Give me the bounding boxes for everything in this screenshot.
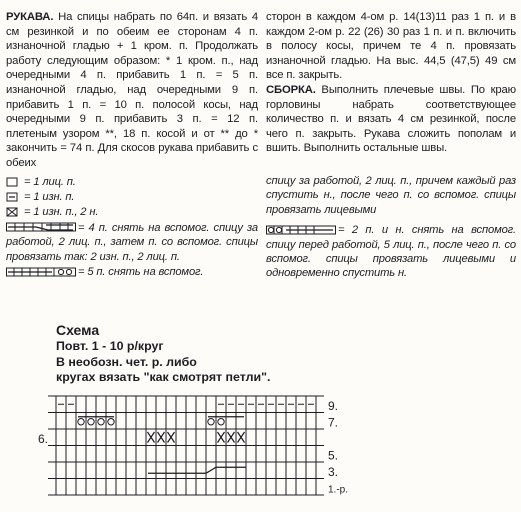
drop-loop-circle <box>218 419 224 425</box>
sleeves-paragraph <box>6 10 258 171</box>
legend-text-cable-5: = 5 п. снять на вспомог. <box>78 265 204 278</box>
knit-symbol-icon <box>6 177 20 188</box>
chart-grid-lines <box>48 396 324 495</box>
drop-loop-circle <box>208 419 214 425</box>
scheme-even-rows-note: В необозн. чет. р. либо <box>56 354 197 369</box>
spacer <box>266 156 516 174</box>
scheme-title: Схема <box>56 322 100 338</box>
legend-text-cable-4: = 4 п. снять на вспомог. спицу за работой, 2 лиц. п., затем п. со вспомог. спицы провязать так: 2 изн. п., 2 лиц. п. <box>6 221 258 263</box>
assembly-text: Выполнить плечевые швы. По краю горловины набрать соответствующее количество п. и вязать 4 см резинкой, после чего п. закрыть. Рукава сложить пополам и вшить. Выполнить остальные швы. <box>266 83 516 155</box>
row-label-left: 6. <box>38 432 49 447</box>
row-label: 5. <box>328 448 339 463</box>
legend-text-cross: = 1 изн. п., 2 н. <box>24 206 99 219</box>
legend-cable-5-continued: спицу за работой, 2 лиц. п., причем каждый раз спустить н., после чего п. со вспомог. спицы провязать лицевыми <box>266 174 516 216</box>
sleeves-text: На спицы набрать по 64п. и вязать 4 см резинкой и по обеим ее сторонам 4 п. изнаночной гладью + 1 кром. п. Продолжать работу следующим образом: * 1 кром. п., над очередными 4 п. прибавить 1 п. = 5 п. изнаночной гладью, над очередными 9 п. прибавить 1 п. = 10 п. полосой косы, над очередными 9 п. прибавить 3 п. = 12 п. плетеным узором **, 18 п. косой и от ** до * закончить = 74 п. Для скосов рукава прибавить с обеих <box>6 11 258 169</box>
scheme-header <box>56 322 270 386</box>
legend-item-purl <box>6 190 258 204</box>
legend-item-cross <box>6 205 258 219</box>
row-label: 9. <box>328 399 339 414</box>
assembly-heading: СБОРКА. <box>266 83 316 96</box>
drop-loop-circle <box>78 419 84 425</box>
legend-item-cable-2n <box>266 223 516 281</box>
cable-4-symbol-icon <box>6 222 76 233</box>
knitting-chart-grid <box>0 392 521 507</box>
chart-row-labels <box>38 399 348 496</box>
sleeves-continued-paragraph: сторон в каждом 4-ом р. 14(13)11 раз 1 п. и в каждом 2-ом р. 22 (26) 30 раз 1 п. и п. включить в полосу косы, причем те 4 п. провязать изнаночной гладью. На выс. 44,5 (47,5) 49 см все п. закрыть. <box>266 11 516 82</box>
symbol-legend <box>6 175 258 280</box>
drop-loop-circle <box>108 419 114 425</box>
legend-text-knit: = 1 лиц. п. <box>24 175 76 188</box>
cross-symbol-icon <box>6 207 20 218</box>
knitting-chart <box>0 392 521 507</box>
legend-item-knit <box>6 175 258 189</box>
right-column <box>266 10 516 281</box>
legend-text-cable-2n: = 2 п. и н. снять на вспомог. спицу перед работой, 5 лиц. п., после чего п. со вспомог. спицы провязать лицевыми и одновременно спустить н. <box>266 224 516 280</box>
sleeves-heading: РУКАВА. <box>6 11 54 23</box>
legend-item-cable-5 <box>6 265 258 279</box>
drop-loop-circle <box>98 419 104 425</box>
cable-step <box>148 467 246 473</box>
cable-2n-symbol-icon <box>266 225 336 236</box>
legend-item-cable-4 <box>6 221 258 264</box>
row-label: 3. <box>328 465 339 480</box>
drop-loop-circle <box>88 419 94 425</box>
scheme-knit-as-appear-note: кругах вязать "как смотрят петли". <box>56 370 271 384</box>
row-label: 7. <box>328 415 339 430</box>
scheme-repeat-note: Повт. 1 - 10 р/круг <box>56 339 164 353</box>
left-column <box>6 10 258 279</box>
purl-symbol-icon <box>6 192 20 203</box>
assembly-paragraph <box>266 83 516 156</box>
cable-5-symbol-icon <box>6 267 76 278</box>
row-label: 1.-р. <box>328 484 349 496</box>
legend-text-purl: = 1 изн. п. <box>24 190 75 203</box>
